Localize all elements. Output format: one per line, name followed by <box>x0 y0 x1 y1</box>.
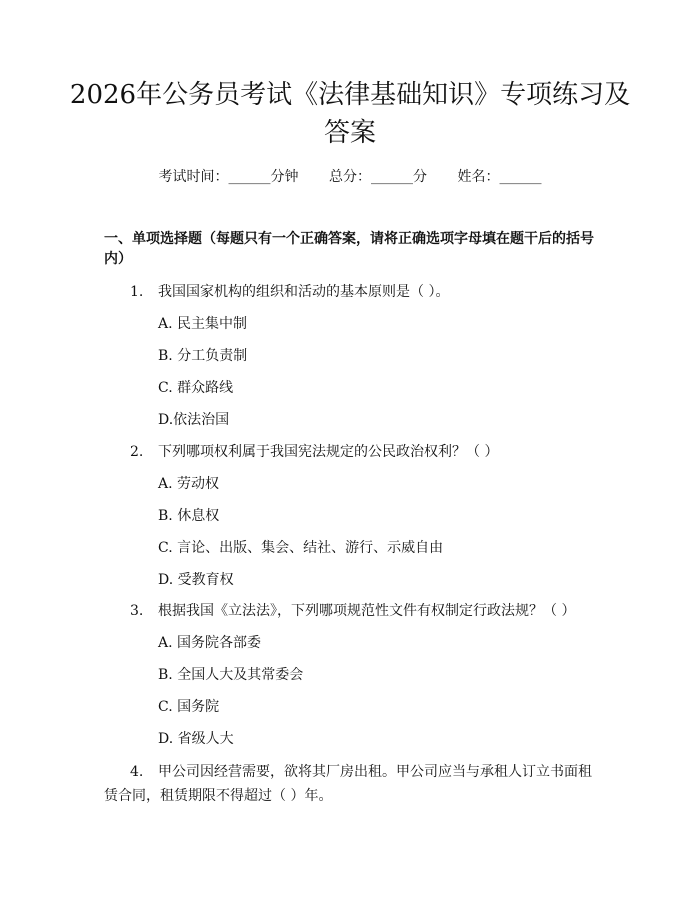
option-1b: B. 分工负责制 <box>158 348 248 364</box>
question-2 <box>130 442 498 462</box>
option-1d: D.依法治国 <box>158 412 230 428</box>
question-text: 甲公司因经营需要，欲将其厂房出租。甲公司应当与承租人订立书面租赁合同，租赁期限不得超过（ ）年。 <box>104 764 592 804</box>
question-4 <box>104 760 604 808</box>
exam-name: 姓名：______ <box>457 169 542 185</box>
question-text: 根据我国《立法法》，下列哪项规范性文件有权制定行政法规？（ ） <box>158 603 576 619</box>
question-text: 下列哪项权利属于我国宪法规定的公民政治权利？（ ） <box>158 444 499 460</box>
document-title: 2026年公务员考试《法律基础知识》专项练习及答案 <box>69 80 631 148</box>
question-text: 我国国家机构的组织和活动的基本原则是（ ）。 <box>158 284 450 300</box>
option-3d: D. 省级人大 <box>158 731 234 747</box>
option-2b: B. 休息权 <box>158 508 220 524</box>
option-1a: A. 民主集中制 <box>158 316 248 332</box>
option-2d: D. 受教育权 <box>158 572 234 588</box>
exam-time: 考试时间：______分钟 <box>158 169 299 185</box>
option-1c: C. 群众路线 <box>158 380 234 396</box>
option-2a: A. 劳动权 <box>158 476 220 492</box>
option-3c: C. 国务院 <box>158 699 220 715</box>
question-number: 1. <box>130 284 144 300</box>
question-3 <box>130 601 575 621</box>
question-number: 4. <box>130 764 144 780</box>
exam-info <box>0 167 700 187</box>
option-3b: B. 全国人大及其常委会 <box>158 667 304 683</box>
exam-score: 总分：______分 <box>329 169 427 185</box>
question-number: 2. <box>130 444 144 460</box>
option-3a: A. 国务院各部委 <box>158 635 262 651</box>
question-number: 3. <box>130 603 144 619</box>
question-1 <box>130 282 449 302</box>
option-2c: C. 言论、出版、集会、结社、游行、示威自由 <box>158 540 444 556</box>
section-heading: 一、单项选择题（每题只有一个正确答案，请将正确选项字母填在题干后的括号内） <box>104 231 594 267</box>
